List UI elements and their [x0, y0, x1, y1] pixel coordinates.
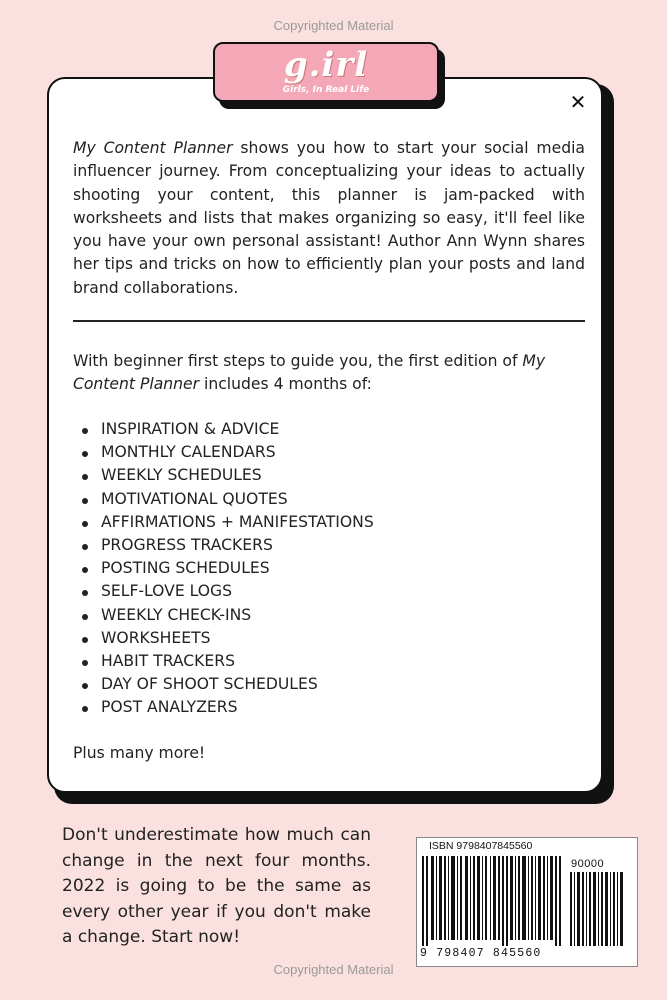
barcode-bars [420, 856, 636, 946]
isbn-label: ISBN 9798407845560 [429, 840, 533, 852]
close-icon[interactable]: ✕ [569, 90, 587, 114]
price-code: 90000 [571, 858, 605, 870]
list-item: MONTHLY CALENDARS [80, 441, 374, 464]
list-item: AFFIRMATIONS + MANIFESTATIONS [80, 511, 374, 534]
closing-text: Plus many more! [73, 744, 206, 762]
list-item: PROGRESS TRACKERS [80, 534, 374, 557]
list-item: HABIT TRACKERS [80, 650, 374, 673]
list-item: INSPIRATION & ADVICE [80, 418, 374, 441]
list-item: POSTING SCHEDULES [80, 557, 374, 580]
intro-paragraph [73, 137, 585, 300]
watermark-top: Copyrighted Material [273, 18, 394, 33]
feature-list [80, 418, 374, 719]
lead-book-title: My Content Planner [73, 352, 546, 394]
intro-book-title: My Content Planner [73, 139, 233, 157]
list-item: SELF-LOVE LOGS [80, 580, 374, 603]
divider [73, 320, 585, 322]
list-item: MOTIVATIONAL QUOTES [80, 488, 374, 511]
isbn-digits: 9 798407 845560 [420, 947, 542, 960]
intro-text: shows you how to start your social media influencer journey. From conceptualizing your ideas to actually shooting your content, this planner is jam-packed with worksheets and lists that makes organizing so easy, it'll feel like you have your own personal assistant! Author Ann Wynn shares her tips and tricks on how to efficiently plan your posts and land brand collaborations. [73, 139, 585, 297]
list-item: WEEKLY CHECK-INS [80, 604, 374, 627]
list-item: WORKSHEETS [80, 627, 374, 650]
list-item: DAY OF SHOOT SCHEDULES [80, 673, 374, 696]
list-item: POST ANALYZERS [80, 696, 374, 719]
back-cover-text: Don't underestimate how much can change in the next four months. 2022 is going to be the same as every other year if you don't make a change. Start now! [62, 825, 371, 947]
lead-text-end: includes 4 months of: [199, 375, 372, 394]
brand-logo [213, 42, 439, 102]
watermark-bottom: Copyrighted Material [273, 962, 394, 977]
lead-text: With beginner first steps to guide you, the first edition of [73, 352, 523, 370]
list-item: WEEKLY SCHEDULES [80, 464, 374, 487]
logo-title: g.irl [283, 45, 369, 85]
lead-paragraph [73, 350, 593, 397]
logo-subtitle: Girls, In Real Life [282, 85, 370, 95]
